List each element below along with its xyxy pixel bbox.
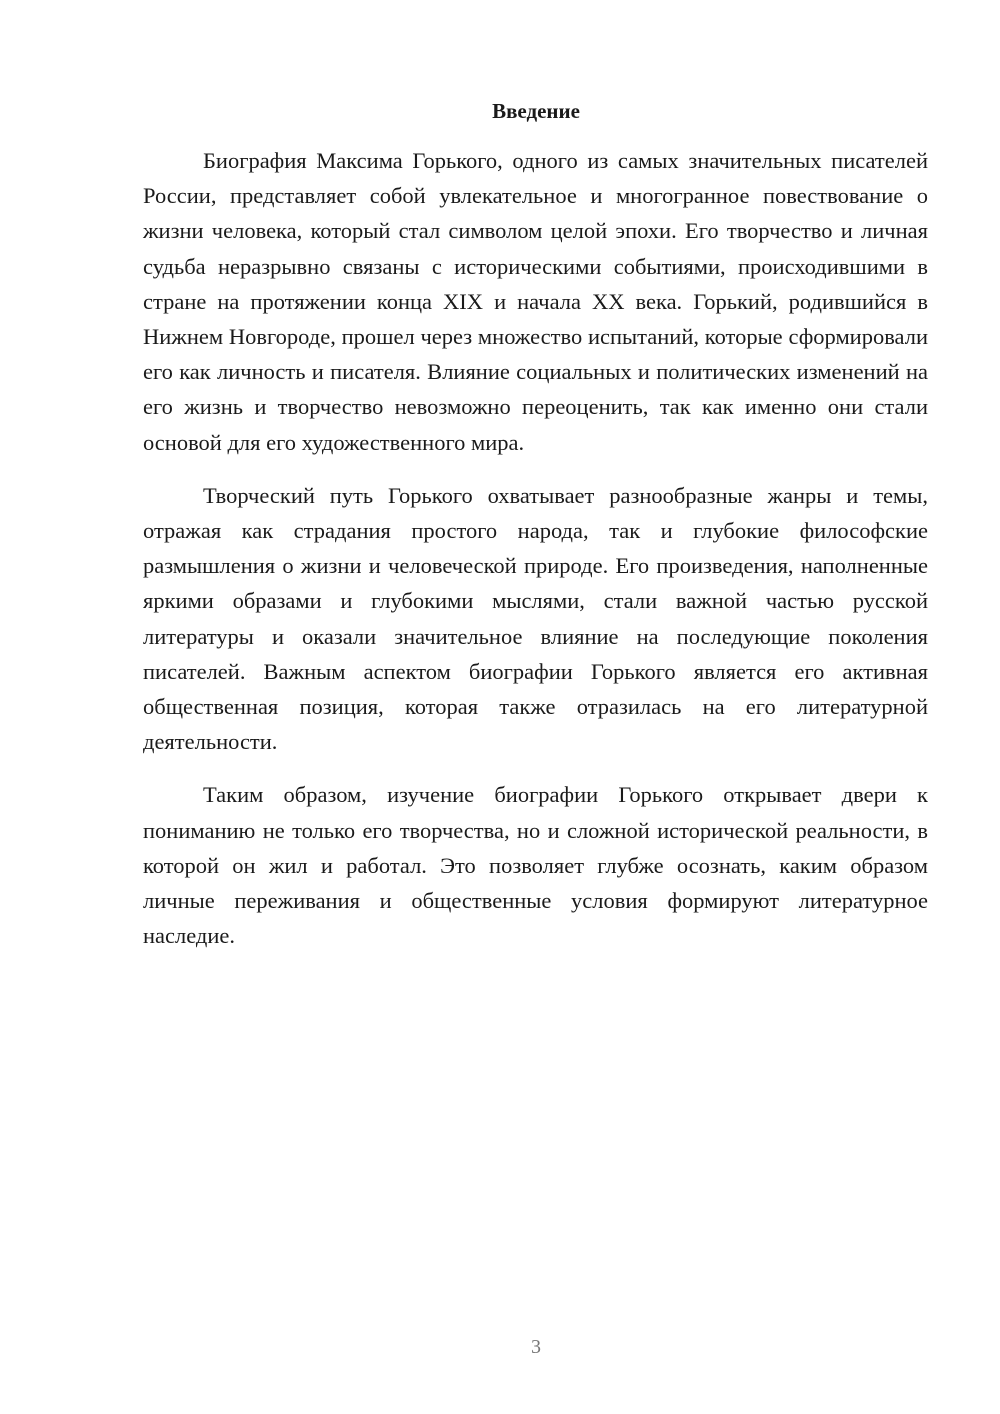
paragraph-3: Таким образом, изучение биографии Горького открывает двери к пониманию не только его творчества, но и сложной исторической реальности, в которой он жил и работал. Это позволяет глубже осознать, каким образом личные переживания и общественные условия формируют литературное наследие. <box>143 782 928 949</box>
paragraph-1: Биография Максима Горького, одного из самых значительных писателей России, представляет собой увлекательное и многогранное повествование о жизни человека, который стал символом целой эпохи. Его творчество и личная судьба неразрывно связаны с историческими событиями, происходившими в стране на протяжении конца XIX и начала XX века. Горький, родившийся в Нижнем Новгороде, прошел через множество испытаний, которые сформировали его как личность и писателя. Влияние социальных и политических изменений на его жизнь и творчество невозможно переоценить, так как именно они стали основой для его художественного мира. <box>143 148 928 455</box>
body-text <box>143 143 928 971</box>
paragraph-2: Творческий путь Горького охватывает разнообразные жанры и темы, отражая как страдания простого народа, так и глубокие философские размышления о жизни и человеческой природе. Его произведения, наполненные яркими образами и глубокими мыслями, стали важной частью русской литературы и оказали значительное влияние на последующие поколения писателей. Важным аспектом биографии Горького является его активная общественная позиция, которая также отразилась на его литературной деятельности. <box>143 482 928 755</box>
page-title: Введение <box>492 99 580 123</box>
page-number: 3 <box>531 1336 541 1358</box>
